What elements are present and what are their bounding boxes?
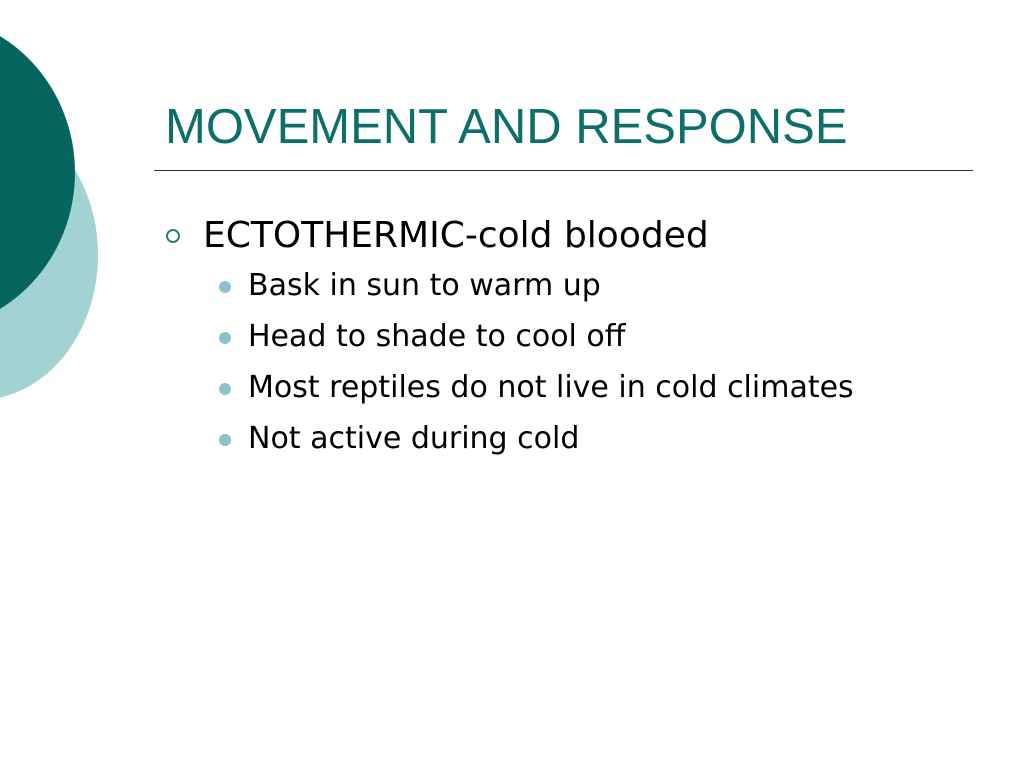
- slide-content: [162, 212, 962, 468]
- slide-title: MOVEMENT AND RESPONSE: [165, 100, 848, 154]
- sub-bullet-text: Head to shade to cool off: [248, 319, 626, 354]
- sub-bullet-text: Most reptiles do not live in cold climates: [248, 370, 854, 405]
- sub-bullet-item: [162, 264, 908, 307]
- title-divider: [154, 170, 973, 171]
- sub-bullet-text: Not active during cold: [248, 421, 580, 456]
- sub-bullet-item: [162, 417, 908, 460]
- sub-bullet-item: [162, 315, 908, 358]
- bullet-level-1-text: ECTOTHERMIC-cold blooded: [203, 215, 709, 256]
- dot-bullet-icon: [219, 434, 231, 446]
- dot-bullet-icon: [219, 383, 231, 395]
- sub-bullet-item: [162, 366, 908, 409]
- sub-bullet-text: Bask in sun to warm up: [248, 268, 601, 303]
- dot-bullet-icon: [219, 281, 231, 293]
- dot-bullet-icon: [219, 332, 231, 344]
- bullet-level-1: [162, 212, 962, 260]
- sub-bullet-list: [162, 264, 962, 460]
- hollow-circle-bullet-icon: [166, 229, 180, 243]
